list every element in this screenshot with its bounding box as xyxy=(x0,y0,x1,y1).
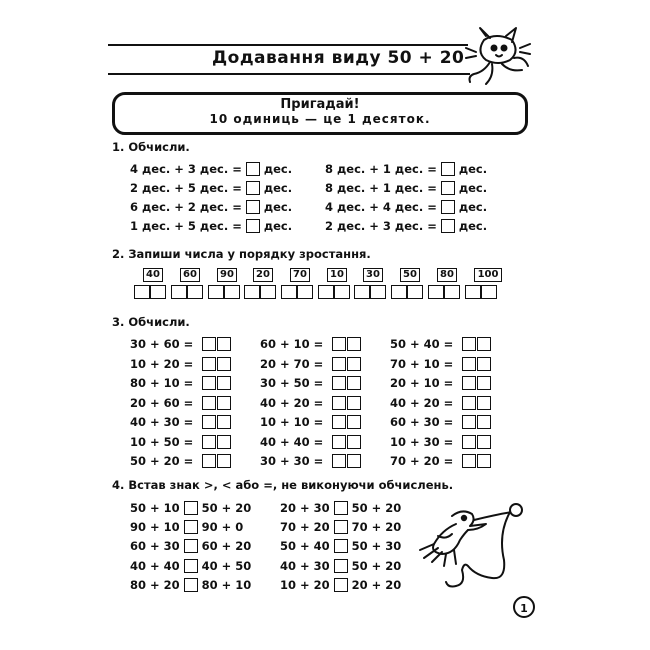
number-card: 10 xyxy=(327,268,347,282)
answer-box-tens[interactable] xyxy=(462,454,476,468)
right-expression: 50 + 20 xyxy=(351,501,402,515)
expression: 60 + 10 = xyxy=(260,337,324,351)
answer-pair xyxy=(244,285,276,299)
task-3-row xyxy=(260,395,361,411)
unit: дес. xyxy=(458,200,488,214)
answer-pair xyxy=(465,285,497,299)
left-expression: 50 + 10 xyxy=(130,501,180,515)
answer-box xyxy=(332,396,361,410)
task-1-row xyxy=(130,199,292,215)
task-2-label: 2. Запиши числа у порядку зростання. xyxy=(112,247,371,261)
task-3-row xyxy=(130,375,231,391)
answer-box xyxy=(332,357,361,371)
expression: 70 + 20 = xyxy=(390,454,454,468)
number-card: 90 xyxy=(217,268,237,282)
unit: дес. xyxy=(263,219,293,233)
answer-box-ones[interactable] xyxy=(481,285,497,299)
answer-box-ones[interactable] xyxy=(334,285,350,299)
answer-pair xyxy=(208,285,240,299)
task-4-row xyxy=(130,577,251,593)
bird-illustration xyxy=(412,494,532,598)
answer-box-ones[interactable] xyxy=(477,435,491,449)
expression: 4 дес. + 3 дес. = xyxy=(130,162,242,176)
answer-box-tens[interactable] xyxy=(462,435,476,449)
number-card: 30 xyxy=(363,268,383,282)
answer-pair xyxy=(134,285,166,299)
task-1-label: 1. Обчисли. xyxy=(112,140,190,154)
number-card: 50 xyxy=(400,268,420,282)
page-title: Додавання виду 50 + 20 xyxy=(212,48,465,68)
unit: дес. xyxy=(263,181,293,195)
task-4-row xyxy=(130,558,251,574)
task-4-row xyxy=(130,500,251,516)
answer-pair xyxy=(318,285,350,299)
answer-box[interactable] xyxy=(246,219,260,233)
answer-box xyxy=(462,357,491,371)
answer-box-tens[interactable] xyxy=(462,396,476,410)
expression: 10 + 10 = xyxy=(260,415,324,429)
task-4-row xyxy=(280,558,401,574)
answer-box-tens[interactable] xyxy=(202,396,216,410)
comparison-box[interactable] xyxy=(184,559,198,573)
comparison-box[interactable] xyxy=(184,539,198,553)
right-expression: 50 + 20 xyxy=(351,558,402,573)
comparison-box[interactable] xyxy=(334,559,348,573)
answer-box xyxy=(332,376,361,390)
answer-box-ones[interactable] xyxy=(347,337,361,351)
task-3-row xyxy=(260,434,361,450)
task-3-row xyxy=(260,414,361,430)
expression: 10 + 50 = xyxy=(130,434,194,449)
reminder-box xyxy=(112,92,528,135)
answer-box-ones[interactable] xyxy=(477,415,491,429)
answer-box-ones[interactable] xyxy=(477,376,491,390)
answer-box-tens[interactable] xyxy=(428,285,444,299)
comparison-box[interactable] xyxy=(334,501,348,515)
expression: 50 + 40 = xyxy=(390,337,454,351)
expression: 40 + 20 = xyxy=(390,395,454,410)
answer-box-ones[interactable] xyxy=(444,285,460,299)
answer-box xyxy=(202,415,231,429)
task-1-row xyxy=(130,180,292,196)
answer-box-tens[interactable] xyxy=(462,415,476,429)
answer-box[interactable] xyxy=(441,219,455,233)
answer-box-tens[interactable] xyxy=(318,285,334,299)
expression: 20 + 70 = xyxy=(260,356,324,371)
comparison-box[interactable] xyxy=(334,578,348,592)
answer-box-tens[interactable] xyxy=(202,357,216,371)
expression: 40 + 40 = xyxy=(260,434,324,449)
task-3-label: 3. Обчисли. xyxy=(112,315,190,329)
answer-box-ones[interactable] xyxy=(347,415,361,429)
right-expression: 50 + 30 xyxy=(351,539,402,554)
answer-box-ones[interactable] xyxy=(217,357,231,371)
answer-box xyxy=(202,357,231,371)
answer-box-ones[interactable] xyxy=(150,285,166,299)
answer-box xyxy=(332,415,361,429)
right-expression: 80 + 10 xyxy=(201,577,252,592)
answer-box-ones[interactable] xyxy=(347,376,361,390)
unit: дес. xyxy=(458,219,488,233)
expression: 20 + 60 = xyxy=(130,395,194,410)
answer-box xyxy=(202,396,231,410)
expression: 30 + 60 = xyxy=(130,337,194,351)
task-3-row xyxy=(130,414,231,430)
answer-box[interactable] xyxy=(441,162,455,176)
number-card: 80 xyxy=(437,268,457,282)
left-expression: 60 + 30 xyxy=(130,539,180,554)
answer-box-ones[interactable] xyxy=(477,337,491,351)
answer-box-ones[interactable] xyxy=(217,435,231,449)
cat-illustration xyxy=(462,26,534,90)
task-1-row xyxy=(130,161,292,177)
answer-box xyxy=(462,454,491,468)
answer-box-tens[interactable] xyxy=(332,454,346,468)
answer-box-tens[interactable] xyxy=(332,337,346,351)
answer-pair xyxy=(171,285,203,299)
answer-box xyxy=(462,337,491,351)
expression: 40 + 20 = xyxy=(260,395,324,410)
task-3-row xyxy=(260,356,361,372)
answer-box-ones[interactable] xyxy=(347,357,361,371)
unit: дес. xyxy=(263,162,293,176)
answer-box-tens[interactable] xyxy=(332,376,346,390)
answer-box-tens[interactable] xyxy=(332,357,346,371)
answer-box[interactable] xyxy=(441,181,455,195)
expression: 10 + 30 = xyxy=(390,434,454,449)
expression: 40 + 30 = xyxy=(130,415,194,429)
task-1-row xyxy=(325,199,487,215)
answer-box-tens[interactable] xyxy=(202,337,216,351)
task-4-row xyxy=(130,538,251,554)
answer-box-tens[interactable] xyxy=(332,415,346,429)
answer-box-ones[interactable] xyxy=(347,435,361,449)
answer-pair xyxy=(428,285,460,299)
task-3-row xyxy=(260,453,361,469)
answer-box xyxy=(462,376,491,390)
answer-pair xyxy=(354,285,386,299)
answer-box-ones[interactable] xyxy=(224,285,240,299)
answer-box xyxy=(202,376,231,390)
left-expression: 90 + 10 xyxy=(130,520,180,535)
task-1-row xyxy=(325,180,487,196)
answer-box-ones[interactable] xyxy=(297,285,313,299)
left-expression: 40 + 30 xyxy=(280,558,330,573)
left-expression: 80 + 20 xyxy=(130,577,180,592)
answer-box-ones[interactable] xyxy=(217,376,231,390)
expression: 10 + 20 = xyxy=(130,356,194,371)
task-3-row xyxy=(260,336,361,352)
task-4-row xyxy=(280,577,401,593)
answer-box-ones[interactable] xyxy=(347,454,361,468)
answer-box xyxy=(462,396,491,410)
right-expression: 60 + 20 xyxy=(201,539,252,554)
answer-box-tens[interactable] xyxy=(462,337,476,351)
answer-box-tens[interactable] xyxy=(332,396,346,410)
expression: 2 дес. + 3 дес. = xyxy=(325,219,437,233)
task-3-row xyxy=(390,434,491,450)
expression: 1 дес. + 5 дес. = xyxy=(130,219,242,233)
task-3-row xyxy=(390,453,491,469)
task-3-row xyxy=(130,453,231,469)
task-3-row xyxy=(390,336,491,352)
answer-box[interactable] xyxy=(246,200,260,214)
expression: 50 + 20 = xyxy=(130,454,194,468)
answer-box-tens[interactable] xyxy=(202,435,216,449)
page-number: 1 xyxy=(513,596,535,618)
answer-box-tens[interactable] xyxy=(462,376,476,390)
expression: 60 + 30 = xyxy=(390,415,454,429)
right-expression: 50 + 20 xyxy=(201,501,252,515)
answer-box-tens[interactable] xyxy=(391,285,407,299)
expression: 20 + 10 = xyxy=(390,376,454,390)
answer-box xyxy=(332,337,361,351)
task-1-row xyxy=(325,218,487,234)
task-3-row xyxy=(130,336,231,352)
comparison-box[interactable] xyxy=(184,520,198,534)
left-expression: 20 + 30 xyxy=(280,501,330,515)
comparison-box[interactable] xyxy=(334,520,348,534)
comparison-box[interactable] xyxy=(184,501,198,515)
task-3-row xyxy=(130,395,231,411)
expression: 8 дес. + 1 дес. = xyxy=(325,162,437,176)
answer-box-ones[interactable] xyxy=(370,285,386,299)
header-rule-top xyxy=(108,44,468,46)
task-3-row xyxy=(390,375,491,391)
task-3-row xyxy=(260,375,361,391)
number-card: 100 xyxy=(474,268,502,282)
answer-box-ones[interactable] xyxy=(347,396,361,410)
unit: дес. xyxy=(458,181,488,195)
right-expression: 20 + 20 xyxy=(351,577,402,592)
left-expression: 70 + 20 xyxy=(280,520,330,535)
comparison-box[interactable] xyxy=(184,578,198,592)
answer-box[interactable] xyxy=(246,181,260,195)
answer-box xyxy=(462,435,491,449)
answer-box-tens[interactable] xyxy=(202,376,216,390)
expression: 6 дес. + 2 дес. = xyxy=(130,200,242,214)
right-expression: 40 + 50 xyxy=(201,558,252,573)
answer-box-ones[interactable] xyxy=(477,396,491,410)
answer-pair xyxy=(281,285,313,299)
answer-box[interactable] xyxy=(441,200,455,214)
left-expression: 50 + 40 xyxy=(280,539,330,554)
answer-box-tens[interactable] xyxy=(465,285,481,299)
right-expression: 90 + 0 xyxy=(201,520,244,535)
answer-box-ones[interactable] xyxy=(187,285,203,299)
answer-box-ones[interactable] xyxy=(260,285,276,299)
answer-box xyxy=(202,454,231,468)
task-1-row xyxy=(325,161,487,177)
number-card: 40 xyxy=(143,268,163,282)
unit: дес. xyxy=(263,200,293,214)
task-4-row xyxy=(280,500,401,516)
number-card: 20 xyxy=(253,268,273,282)
task-4-row xyxy=(280,538,401,554)
number-card: 70 xyxy=(290,268,310,282)
answer-box-ones[interactable] xyxy=(217,454,231,468)
answer-box-ones[interactable] xyxy=(477,357,491,371)
answer-box-tens[interactable] xyxy=(202,415,216,429)
answer-box-tens[interactable] xyxy=(134,285,150,299)
number-card: 60 xyxy=(180,268,200,282)
answer-box-ones[interactable] xyxy=(407,285,423,299)
answer-box-tens[interactable] xyxy=(462,357,476,371)
answer-box-ones[interactable] xyxy=(217,337,231,351)
expression: 30 + 50 = xyxy=(260,376,324,390)
answer-box xyxy=(332,435,361,449)
task-4-row xyxy=(130,519,243,535)
answer-pair xyxy=(391,285,423,299)
left-expression: 10 + 20 xyxy=(280,577,330,592)
expression: 70 + 10 = xyxy=(390,356,454,371)
task-3-row xyxy=(390,414,491,430)
reminder-text: 10 одиниць — це 1 десяток. xyxy=(209,112,431,126)
right-expression: 70 + 20 xyxy=(351,520,402,535)
answer-box-ones[interactable] xyxy=(217,396,231,410)
expression: 80 + 10 = xyxy=(130,376,194,390)
task-3-row xyxy=(390,356,491,372)
answer-box xyxy=(332,454,361,468)
task-3-row xyxy=(390,395,491,411)
comparison-box[interactable] xyxy=(334,539,348,553)
answer-box-ones[interactable] xyxy=(217,415,231,429)
answer-box-ones[interactable] xyxy=(477,454,491,468)
answer-box-tens[interactable] xyxy=(244,285,260,299)
header-rule-bottom xyxy=(108,73,470,75)
answer-box-tens[interactable] xyxy=(202,454,216,468)
task-1-row xyxy=(130,218,292,234)
answer-box[interactable] xyxy=(246,162,260,176)
answer-box-tens[interactable] xyxy=(208,285,224,299)
expression: 2 дес. + 5 дес. = xyxy=(130,181,242,195)
task-4-label: 4. Встав знак >, < або =, не виконуючи обчислень. xyxy=(112,478,454,492)
answer-box-tens[interactable] xyxy=(332,435,346,449)
expression: 30 + 30 = xyxy=(260,454,324,468)
reminder-heading: Пригадай! xyxy=(280,97,360,112)
answer-box xyxy=(202,337,231,351)
left-expression: 40 + 40 xyxy=(130,558,180,573)
task-4-row xyxy=(280,519,401,535)
expression: 8 дес. + 1 дес. = xyxy=(325,181,437,195)
task-3-row xyxy=(130,356,231,372)
task-3-row xyxy=(130,434,231,450)
answer-box xyxy=(462,415,491,429)
answer-box-tens[interactable] xyxy=(354,285,370,299)
unit: дес. xyxy=(458,162,488,176)
expression: 4 дес. + 4 дес. = xyxy=(325,200,437,214)
answer-box xyxy=(202,435,231,449)
answer-box-tens[interactable] xyxy=(171,285,187,299)
answer-box-tens[interactable] xyxy=(281,285,297,299)
